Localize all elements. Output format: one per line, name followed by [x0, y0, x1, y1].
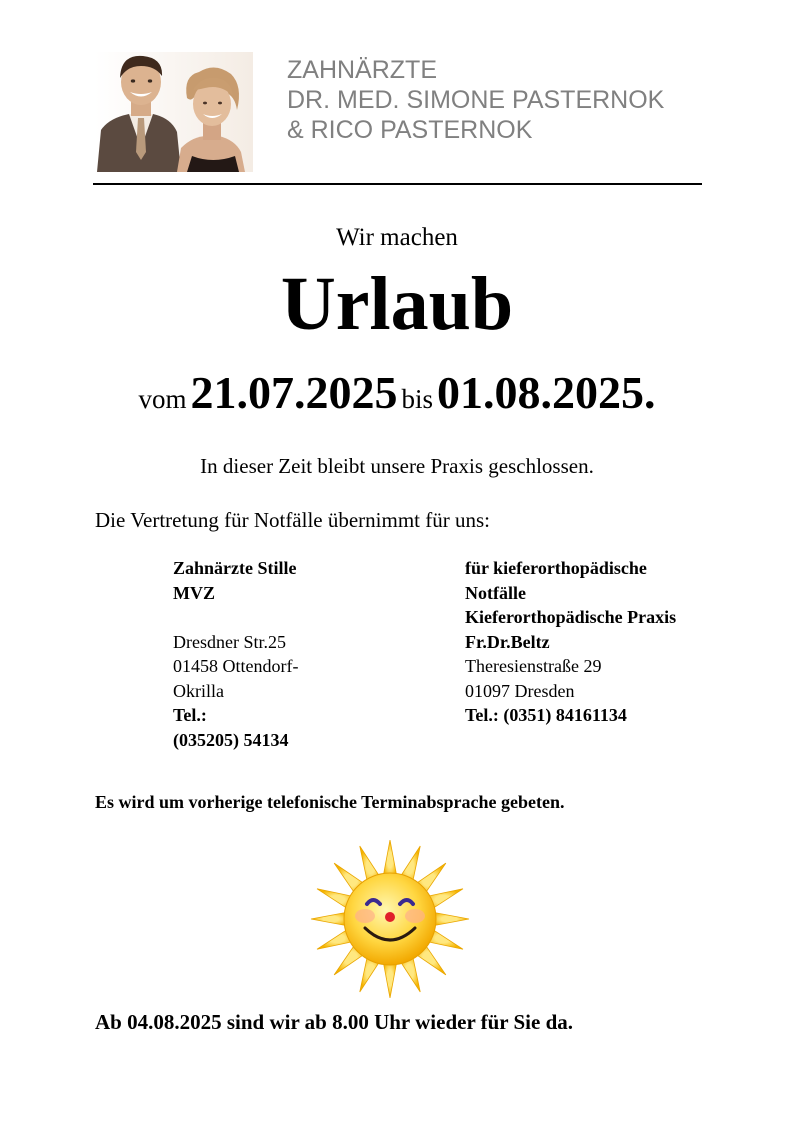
left-contact-line: [173, 605, 298, 630]
end-date: 01.08.2025: [437, 367, 645, 418]
right-contact-line: 01097 Dresden: [465, 680, 575, 701]
vacation-dates: [0, 366, 794, 419]
right-contact-line: Theresienstraße 29: [465, 656, 602, 676]
header-divider: [93, 183, 702, 185]
appointment-notice: Es wird um vorherige telefonische Terminabsprache gebeten.: [95, 792, 565, 812]
practice-name: [287, 55, 664, 145]
closed-notice: In dieser Zeit bleibt unsere Praxis geschlossen.: [200, 454, 594, 478]
left-contact-line: (035205) 54134: [173, 729, 289, 750]
right-contact-line: für kieferorthopädische: [465, 558, 647, 578]
reopening-notice: Ab 04.08.2025 sind wir ab 8.00 Uhr wieder für Sie da.: [95, 1010, 574, 1034]
practice-line-1: ZAHNÄRZTE: [287, 56, 437, 84]
from-word: vom: [138, 384, 187, 414]
left-contact-line: Tel.:: [173, 705, 207, 725]
headline: Urlaub: [280, 262, 514, 346]
right-contact-block: [465, 556, 676, 728]
right-contact-line: Fr.Dr.Beltz: [465, 631, 550, 652]
left-contact-line: Okrilla: [173, 680, 224, 701]
substitute-intro: Die Vertretung für Notfälle übernimmt für uns:: [95, 508, 491, 532]
intro-text: Wir machen: [336, 224, 458, 251]
left-contact-line: Zahnärzte Stille: [173, 558, 297, 578]
smiling-sun-icon: [309, 840, 471, 998]
end-punct: .: [644, 367, 656, 418]
left-contact-block: [173, 556, 298, 752]
left-contact-line: MVZ: [173, 582, 215, 603]
practice-line-2: DR. MED. SIMONE PASTERNOK: [287, 86, 665, 114]
dentists-photo: [95, 52, 253, 172]
right-contact-line: Tel.: (0351) 84161134: [465, 705, 627, 725]
left-contact-line: Dresdner Str.25: [173, 631, 286, 652]
left-contact-line: 01458 Ottendorf-: [173, 656, 299, 676]
right-contact-line: Notfälle: [465, 582, 526, 603]
practice-line-3: & RICO PASTERNOK: [287, 116, 533, 144]
right-contact-line: Kieferorthopädische Praxis: [465, 607, 677, 627]
to-word: bis: [401, 384, 434, 414]
start-date: 21.07.2025: [190, 367, 398, 418]
